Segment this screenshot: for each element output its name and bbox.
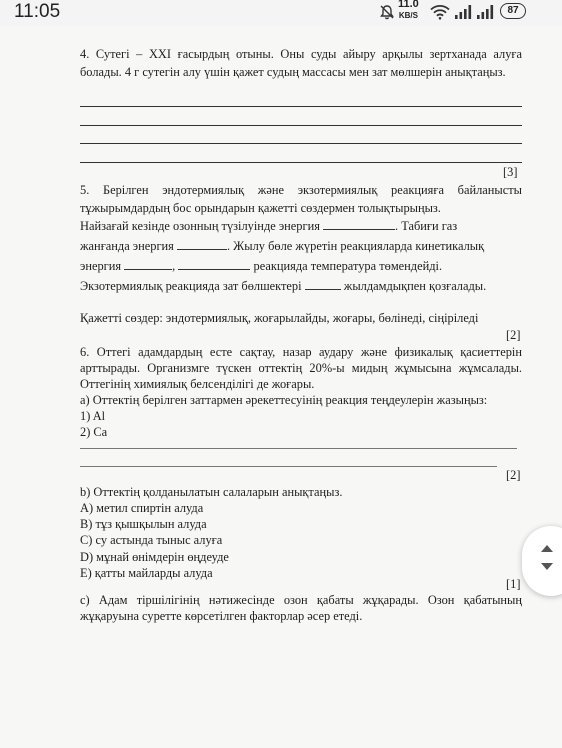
option-b[interactable]: B) тұз қышқылын алуда (80, 517, 207, 532)
question-4-mark: [3] (503, 165, 518, 179)
fill-blank[interactable] (305, 277, 341, 290)
option-e[interactable]: E) қатты майларды алуда (80, 565, 213, 580)
network-speed-unit: KB/S (398, 11, 418, 20)
sentence-text: реакцияда температура төмендейді. (253, 259, 443, 273)
question-6a-prompt: a) Оттектің берілген заттармен әрекеттесуінің реакция теңдеулерін жазыңыз: (80, 393, 488, 407)
fill-blank[interactable] (177, 237, 227, 250)
answer-line (80, 106, 522, 107)
sentence-text: Экзотермиялық реакцияда зат бөлшектері (80, 279, 302, 293)
network-speed (398, 0, 419, 20)
question-5-sentence-4 (80, 277, 522, 295)
sentence-text: . Табиғи газ (395, 219, 458, 233)
question-5-sentence-3 (80, 257, 522, 275)
sentence-text: Найзағай кезінде озонның түзілуінде энергия (80, 219, 320, 233)
fill-blank[interactable] (124, 257, 172, 270)
signal-icon (476, 4, 494, 20)
document-page[interactable] (0, 26, 562, 748)
option-c[interactable]: C) су астында тыныс алуға (80, 533, 223, 548)
answer-line (80, 466, 497, 467)
sentence-text: . Жылу бөле жүретін реакцияларда кинетикалық (226, 239, 485, 253)
answer-line (80, 162, 522, 163)
option-a[interactable]: A) метил спиртін алуда (80, 501, 204, 515)
status-bar (0, 0, 562, 26)
wifi-icon (430, 4, 450, 20)
network-speed-value: 11.0 (398, 0, 419, 10)
question-6b-prompt: b) Оттектің қолданылатын салаларын анықтаңыз. (80, 485, 343, 499)
signal-icon (454, 4, 472, 20)
answer-line (80, 448, 517, 449)
question-6b-options (80, 500, 229, 581)
question-6-intro: 6. Оттегі адамдардың есте сақтау, назар аудару және физикалық қасиеттерін арттырады. Организмге түскен оттектің 20%-ы мидың жұмысына жұмсалады. Оттегінің химиялық белсенділігі де жоғары. (80, 345, 522, 391)
question-6a-item-1: 1) Al (80, 409, 106, 423)
question-4-text: 4. Сутегі – XXI ғасырдың отыны. Оны суды айыру арқылы зертханада алуға болады. 4 г сутегін алу үшін қажет судың массасы мен зат мөлшерін анықтаңыз. (80, 47, 522, 79)
mute-bell-icon (379, 4, 395, 20)
scroll-up-icon[interactable] (541, 545, 553, 552)
question-6a-item-2: 2) Ca (80, 425, 108, 439)
question-5-sentence-2 (80, 237, 522, 255)
question-5-word-bank: Қажетті сөздер: эндотермиялық, жоғарылайды, жоғары, бөлінеді, сіңіріледі (80, 311, 479, 325)
answer-line (80, 143, 522, 144)
scroll-down-icon[interactable] (541, 563, 553, 570)
sentence-text: энергия (80, 259, 122, 273)
sentence-text: жанғанда энергия (80, 239, 174, 253)
page-scroll-button[interactable] (522, 526, 562, 596)
question-6c-prompt: c) Адам тіршілігінің нәтижесінде озон қабаты жұқарады. Озон қабатының жұқаруына суретте көрсетілген факторлар әсер етеді. (80, 593, 522, 623)
battery-icon: 87 (500, 3, 526, 19)
clock: 11:05 (14, 1, 61, 22)
sentence-text: жылдамдықпен қозғалады. (343, 279, 487, 293)
question-5-mark: [2] (506, 328, 521, 342)
option-d[interactable]: D) мұнай өнімдерін өңдеуде (80, 549, 229, 564)
question-6a-mark: [2] (506, 468, 521, 482)
sentence-text: , (172, 259, 176, 273)
fill-blank[interactable] (323, 217, 395, 230)
fill-blank[interactable] (178, 257, 250, 270)
question-6b-mark: [1] (506, 577, 521, 591)
question-5-sentence-1 (80, 217, 522, 235)
question-5-intro: 5. Берілген эндотермиялық және экзотермиялық реакцияға байланысты тұжырымдардың бос орындарын қажетті сөздермен толықтырыңыз. (80, 183, 522, 215)
answer-line (80, 125, 522, 126)
